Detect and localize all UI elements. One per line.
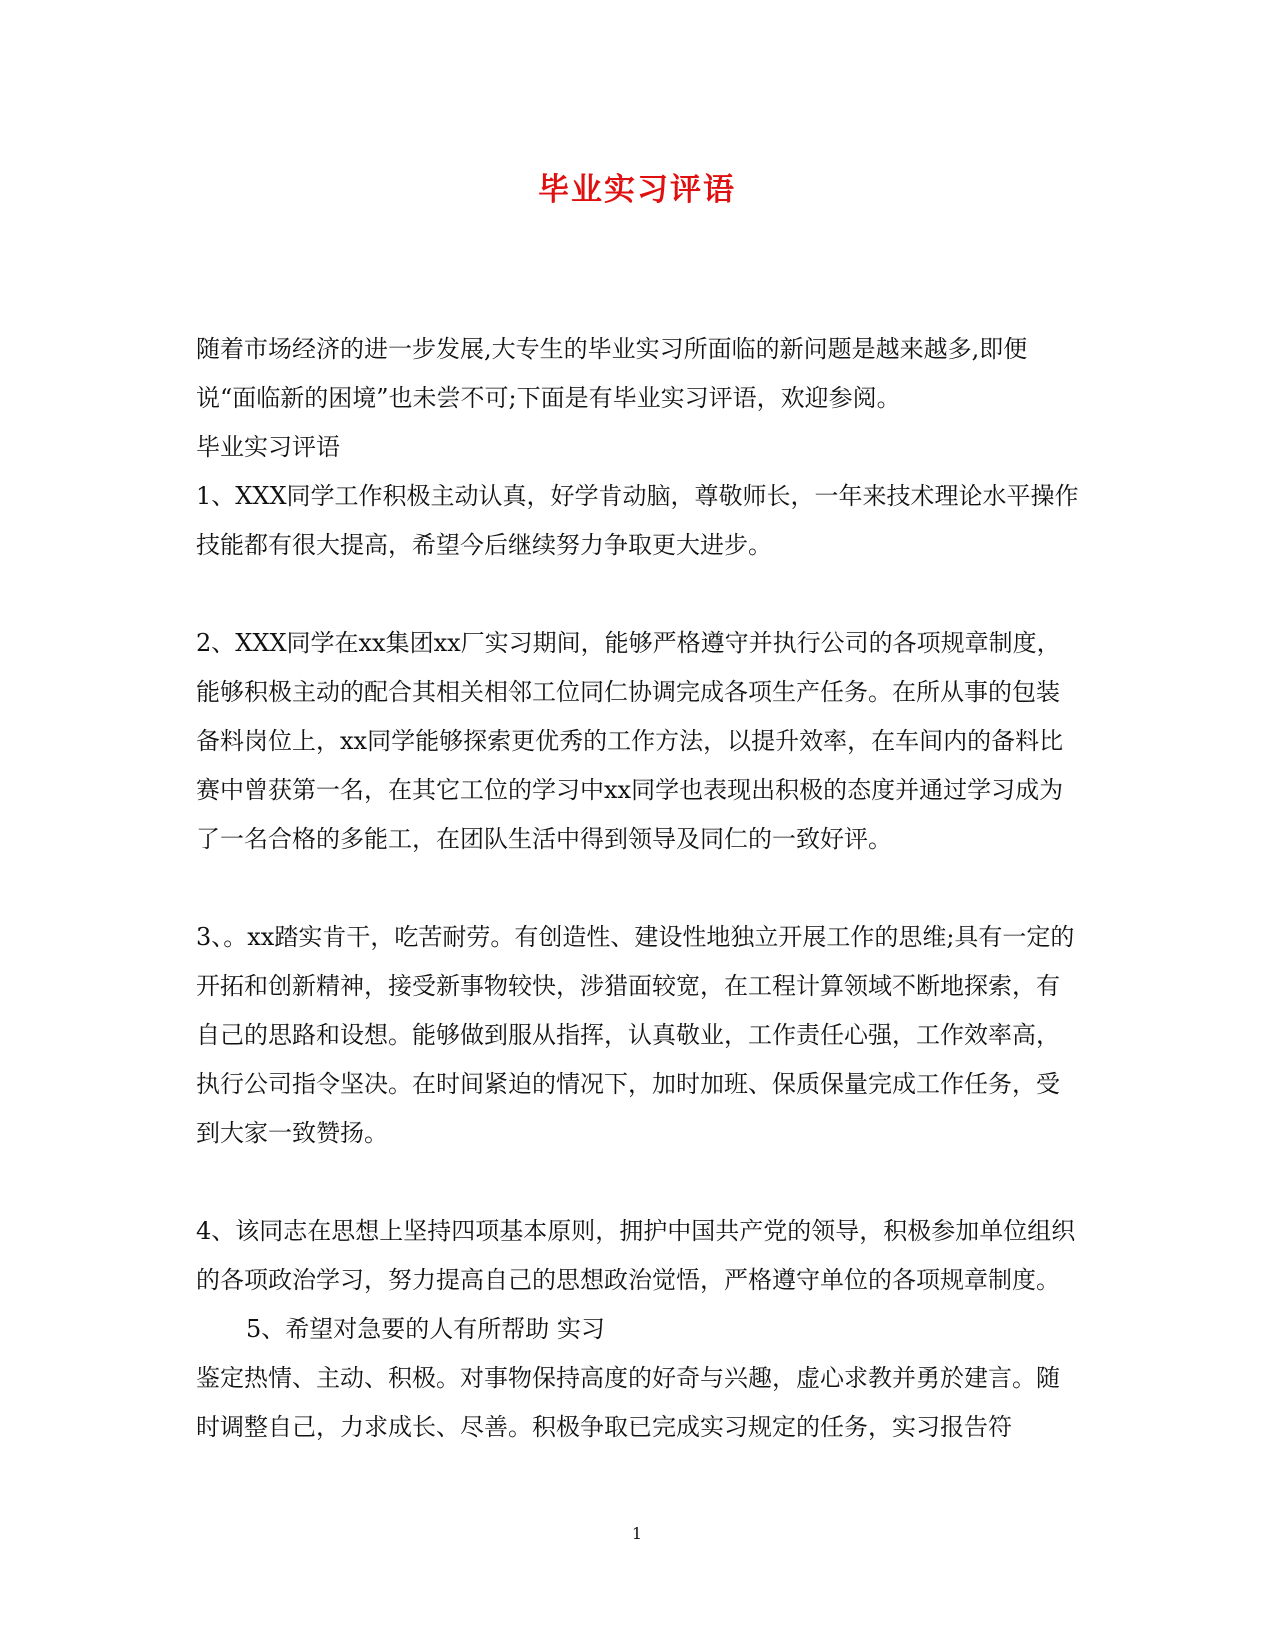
intro-paragraph: 随着市场经济的进一步发展,大专生的毕业实习所面临的新问题是越来越多,即便说“面临新的困境”也未尝不可;下面是有毕业实习评语，欢迎参阅。: [196, 335, 1028, 412]
comment-item-1: 1、XXX同学工作积极主动认真，好学肯动脑，尊敬师长，一年来技术理论水平操作技能都有很大提高，希望今后继续努力争取更大进步。: [196, 482, 1079, 559]
comment-item-2: 2、XXX同学在xx集团xx厂实习期间，能够严格遵守并执行公司的各项规章制度，能够积极主动的配合其相关相邻工位同仁协调完成各项生产任务。在所从事的包装备料岗位上，xx同学能够探索更优秀的工作方法，以提升效率，在车间内的备料比赛中曾获第一名，在其它工位的学习中xx同学也表现出积极的态度并通过学习成为了一名合格的多能工，在团队生活中得到领导及同仁的一致好评。: [196, 629, 1064, 853]
page-number: 1: [631, 1524, 643, 1543]
paragraph-gap: [196, 570, 1080, 619]
paragraph-gap: [196, 864, 1080, 913]
section-subtitle: 毕业实习评语: [196, 433, 340, 461]
comment-item-5-heading: 5、希望对急要的人有所帮助 实习: [246, 1315, 605, 1343]
comment-item-3: 3、。xx踏实肯干，吃苦耐劳。有创造性、建设性地独立开展工作的思维;具有一定的开拓和创新精神，接受新事物较快，涉猎面较宽，在工程计算领域不断地探索，有自己的思路和设想。能够做到服从指挥，认真敬业，工作责任心强，工作效率高，执行公司指令坚决。在时间紧迫的情况下，加时加班、保质保量完成工作任务，受到大家一致赞扬。: [196, 923, 1075, 1147]
comment-item-5-body: 鉴定热情、主动、积极。对事物保持高度的好奇与兴趣，虚心求教并勇於建言。随时调整自己，力求成长、尽善。积极争取已完成实习规定的任务，实习报告符: [196, 1364, 1060, 1441]
document-body: [196, 325, 1080, 1452]
paragraph-gap: [196, 1158, 1080, 1207]
comment-item-4: 4、该同志在思想上坚持四项基本原则，拥护中国共产党的领导，积极参加单位组织的各项政治学习，努力提高自己的思想政治觉悟，严格遵守单位的各项规章制度。: [196, 1217, 1076, 1294]
document-title: 毕业实习评语: [538, 172, 736, 208]
